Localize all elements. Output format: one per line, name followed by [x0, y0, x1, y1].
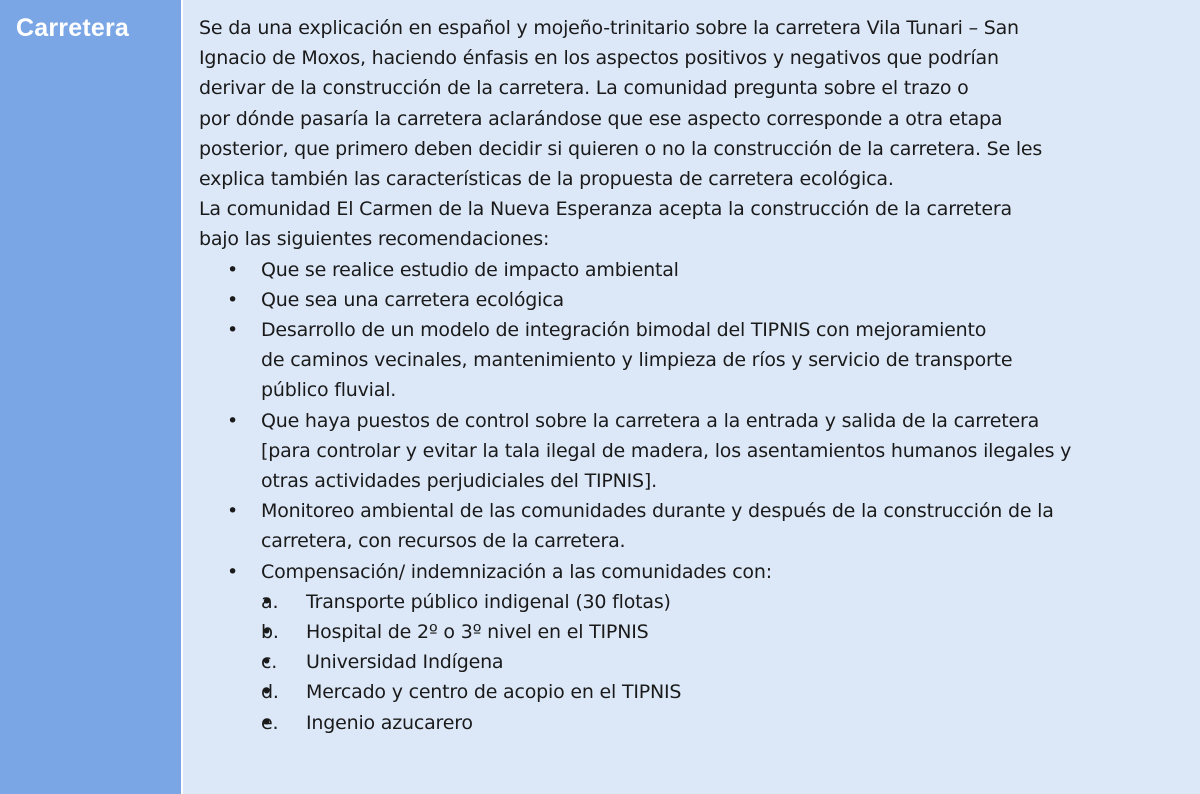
text-line: de caminos vecinales, mantenimiento y limpieza de ríos y servicio de transporte: [261, 349, 1013, 372]
row-content-cell: [183, 0, 1200, 794]
text-line: • Monitoreo ambiental de las comunidades durante y después de la construcción de la: [261, 500, 1054, 523]
list-item: [227, 496, 1200, 556]
sublist-item: [261, 617, 1200, 647]
text-line: público fluvial.: [261, 379, 397, 402]
list-item: [227, 557, 1200, 738]
text-line: • Compensación/ indemnización a las comunidades con:: [261, 560, 772, 583]
text-line: • Que sea una carretera ecológica: [261, 288, 564, 311]
sublist-letter: • a.: [261, 590, 279, 613]
text-line: por dónde pasaría la carretera aclarándose que ese aspecto corresponde a otra etapa: [199, 107, 1003, 130]
sublist-text: Transporte público indigenal (30 flotas): [306, 590, 671, 613]
list-item: [227, 406, 1200, 497]
recommendations-list: [199, 255, 1200, 738]
sublist-item: [261, 677, 1200, 707]
text-line: otras actividades perjudiciales del TIPNIS].: [261, 470, 657, 493]
sublist-text: Ingenio azucarero: [306, 711, 473, 734]
sublist-item: [261, 587, 1200, 617]
sublist-text: Mercado y centro de acopio en el TIPNIS: [306, 681, 682, 704]
text-line: derivar de la construcción de la carretera. La comunidad pregunta sobre el trazo o: [199, 77, 969, 100]
list-item: [227, 285, 1200, 315]
row-label-cell: [0, 0, 183, 794]
sublist-item: [261, 708, 1200, 738]
text-line: carretera, con recursos de la carretera.: [261, 530, 626, 553]
sublist-letter: • b.: [261, 621, 279, 644]
text-line: Se da una explicación en español y mojeño-trinitario sobre la carretera Vila Tunari – San: [199, 17, 1019, 39]
text-line: Ignacio de Moxos, haciendo énfasis en los aspectos positivos y negativos que podrían: [199, 47, 999, 70]
row-label: Carretera: [16, 14, 129, 42]
sublist-text: Hospital de 2º o 3º nivel en el TIPNIS: [306, 621, 649, 644]
sublist-letter: • d.: [261, 681, 279, 704]
intro-paragraph: [199, 13, 1200, 255]
sublist-item: [261, 647, 1200, 677]
compensation-sublist: [261, 587, 1200, 738]
text-line: posterior, que primero deben decidir si quieren o no la construcción de la carretera. Se les: [199, 137, 1043, 160]
sublist-text: Universidad Indígena: [306, 651, 504, 674]
text-line: • Que se realice estudio de impacto ambiental: [261, 258, 679, 281]
list-item: [227, 315, 1200, 406]
text-line: explica también las características de la propuesta de carretera ecológica.: [199, 168, 894, 191]
text-line: La comunidad El Carmen de la Nueva Esperanza acepta la construcción de la carretera: [199, 198, 1012, 221]
sublist-letter: • c.: [261, 651, 278, 674]
text-line: • Desarrollo de un modelo de integración bimodal del TIPNIS con mejoramiento: [261, 319, 987, 342]
list-item: [227, 255, 1200, 285]
sublist-letter: • e.: [261, 711, 279, 734]
text-line: bajo las siguientes recomendaciones:: [199, 228, 550, 251]
text-line: [para controlar y evitar la tala ilegal de madera, los asentamientos humanos ilegales y: [261, 439, 1072, 462]
text-line: • Que haya puestos de control sobre la carretera a la entrada y salida de la carretera: [261, 409, 1040, 432]
